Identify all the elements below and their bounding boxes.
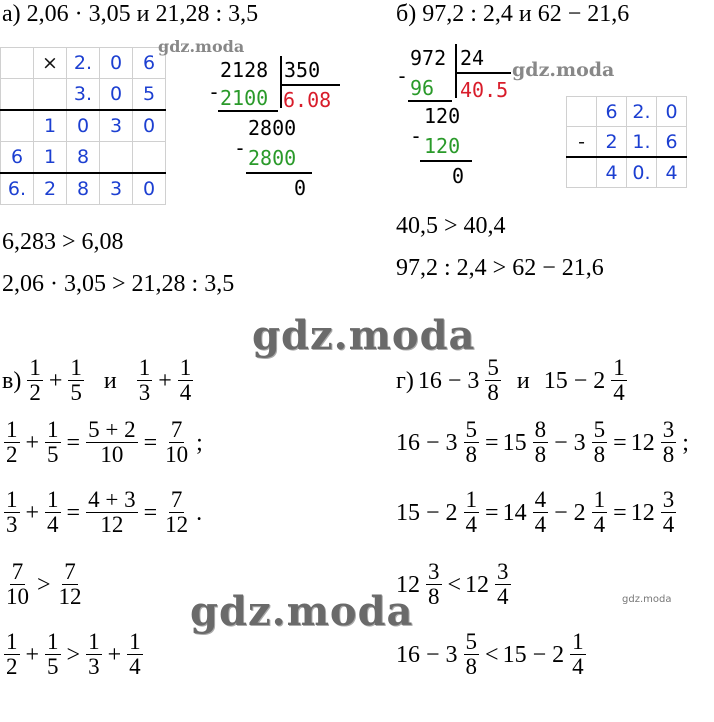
grid-cell: 6.	[1, 173, 34, 205]
grid-cell: 6	[133, 48, 166, 79]
minus-sign: -	[234, 136, 247, 160]
part-v-compare-1: $\frac{7}{10}$ > $\frac{7}{12}$	[6, 559, 82, 609]
grid-cell: 1	[34, 142, 67, 174]
part-g-line-1: 16 − 3 $\frac{5}{8}$ = 15 $\frac{8}{8}$ − 3 $\frac{5}{8}$ = 12 $\frac{3}{8}$ ;	[396, 417, 689, 467]
grid-row	[1, 110, 166, 142]
grid-cell: 3	[100, 173, 133, 205]
remainder-2: 0	[452, 164, 465, 188]
grid-cell: 0	[67, 110, 100, 142]
grid-cell	[1, 79, 34, 111]
part-g-compare-1: 12 $\frac{3}{8}$ < 12 $\frac{3}{4}$	[396, 559, 509, 609]
grid-cell: 2	[34, 173, 67, 205]
grid-cell: ×	[34, 48, 67, 79]
grid-cell	[1, 48, 34, 79]
grid-cell: 6	[657, 127, 687, 158]
grid-row	[1, 142, 166, 174]
part-b-compare-1: 40,5 > 40,4	[396, 213, 506, 239]
grid-cell	[567, 157, 597, 188]
multiplication-grid	[0, 47, 166, 205]
grid-cell: 4	[657, 157, 687, 188]
grid-cell: 3.	[67, 79, 100, 111]
grid-cell	[133, 142, 166, 174]
part-a-compare-2: 2,06 · 3,05 > 21,28 : 3,5	[2, 271, 235, 297]
grid-cell: 6	[1, 142, 34, 174]
grid-cell: 1.	[627, 127, 657, 158]
part-label: в)	[2, 367, 22, 394]
grid-row	[1, 173, 166, 205]
grid-cell: 5	[133, 79, 166, 111]
grid-cell: 0	[133, 110, 166, 142]
watermark-small: gdz.moda	[158, 37, 245, 56]
remainder-1: 2800	[248, 116, 297, 140]
grid-cell: 0.	[627, 157, 657, 188]
subtrahend-2: 2800	[248, 146, 297, 170]
watermark-medium: gdz.moda	[512, 59, 615, 81]
part-v-line-2: $\frac{1}{3}$ + $\frac{1}{4}$ = $\frac{4 + 3}{12}$ = $\frac{7}{12}$ .	[6, 487, 203, 537]
grid-cell: 0	[100, 48, 133, 79]
grid-cell	[34, 79, 67, 111]
minus-sign: -	[396, 64, 409, 88]
grid-cell	[567, 97, 597, 127]
watermark-big: gdz.moda	[252, 312, 476, 359]
part-a-header: а) 2,06 · 3,05 и 21,28 : 3,5	[2, 1, 259, 27]
grid-cell: 0	[100, 79, 133, 111]
part-g-line-2: 15 − 2 $\frac{1}{4}$ = 14 $\frac{4}{4}$ − 2 $\frac{1}{4}$ = 12 $\frac{3}{4}$	[396, 487, 675, 537]
grid-row	[567, 157, 687, 188]
grid-cell: 0	[657, 97, 687, 127]
minus-sign: -	[410, 124, 423, 148]
grid-cell: 2.	[67, 48, 100, 79]
divisor: 350	[284, 58, 321, 82]
grid-cell: 2	[597, 127, 627, 158]
subtrahend-2: 120	[424, 134, 461, 158]
grid-row	[567, 127, 687, 158]
remainder-2: 0	[294, 176, 307, 200]
part-b-header: б) 97,2 : 2,4 и 62 − 21,6	[396, 1, 630, 27]
grid-cell: 8	[67, 142, 100, 174]
minus-sign: -	[208, 80, 221, 104]
part-g-header: г) 16 − 3 $\frac{5}{8}$ и 15 − 2 $\frac{1}{4}$	[396, 355, 625, 405]
grid-cell	[1, 110, 34, 142]
grid-row	[567, 97, 687, 127]
conjunction: и	[103, 367, 117, 394]
part-a-compare-1: 6,283 > 6,08	[2, 229, 124, 255]
part-label: г)	[396, 367, 414, 394]
grid-row	[1, 48, 166, 79]
watermark-big: gdz.moda	[190, 588, 414, 635]
dividend: 972	[410, 46, 447, 70]
dividend: 2128	[220, 58, 269, 82]
remainder-1: 120	[424, 104, 461, 128]
subtrahend-1: 96	[410, 76, 435, 100]
part-v-line-1: $\frac{1}{2}$ + $\frac{1}{5}$ = $\frac{5 + 2}{10}$ = $\frac{7}{10}$ ;	[6, 417, 203, 467]
part-b-compare-2: 97,2 : 2,4 > 62 − 21,6	[396, 255, 604, 281]
watermark-tiny: gdz.moda	[622, 594, 672, 605]
part-g-compare-2: 16 − 3 $\frac{5}{8}$ < 15 − 2 $\frac{1}{4}$	[396, 629, 584, 679]
grid-cell: 3	[100, 110, 133, 142]
grid-cell: 4	[597, 157, 627, 188]
grid-cell	[100, 142, 133, 174]
grid-cell: -	[567, 127, 597, 158]
subtrahend-1: 2100	[220, 86, 269, 110]
quotient: 6.08	[283, 88, 332, 112]
conjunction: и	[516, 367, 530, 394]
grid-cell: 0	[133, 173, 166, 205]
subtraction-grid	[566, 96, 687, 188]
grid-cell: 1	[34, 110, 67, 142]
divisor: 24	[460, 46, 485, 70]
grid-cell: 8	[67, 173, 100, 205]
part-v-header: в) $\frac{1}{2}$ + $\frac{1}{5}$ и $\frac{1}{3}$ + $\frac{1}{4}$	[2, 355, 192, 405]
part-v-compare-2: $\frac{1}{2}$ + $\frac{1}{5}$ > $\frac{1}{3}$ + $\frac{1}{4}$	[6, 629, 141, 679]
grid-cell: 6	[597, 97, 627, 127]
quotient: 40.5	[460, 78, 509, 102]
grid-cell: 2.	[627, 97, 657, 127]
grid-row	[1, 79, 166, 111]
